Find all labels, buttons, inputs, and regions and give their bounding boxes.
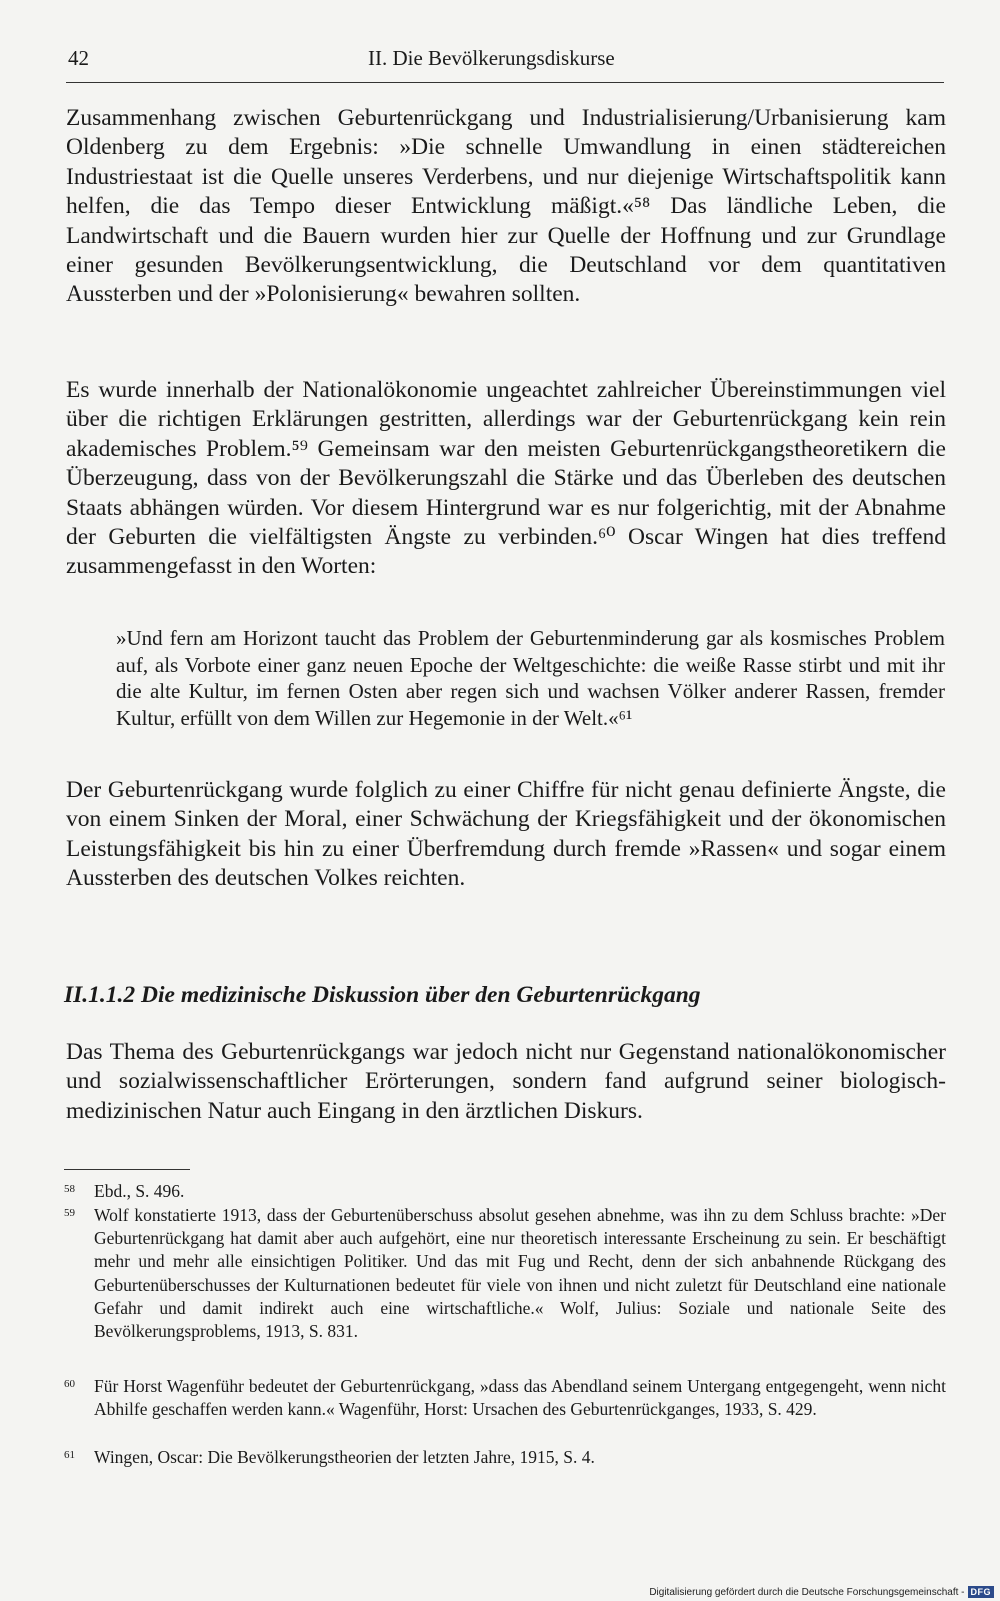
header-rule bbox=[66, 82, 944, 83]
footnote-rule bbox=[64, 1169, 190, 1170]
dfg-funding-notice bbox=[649, 1586, 994, 1598]
footnote-text: Wingen, Oscar: Die Bevölkerungstheorien der letzten Jahre, 1915, S. 4. bbox=[94, 1447, 595, 1467]
paragraph-3: Der Geburtenrückgang wurde folglich zu einer Chiffre für nicht genau definierte Ängste, die von einem Sinken der Moral, einer Schwächung der Kriegsfähigkeit und der ökonomischen Leistungsfähigkeit bis hin zu einer Überfremdung durch fremde »Rassen« und sogar einem Aussterben des deutschen Volkes reichten. bbox=[66, 777, 946, 892]
footnote-59 bbox=[64, 1204, 946, 1343]
paragraph-4: Das Thema des Geburtenrückgangs war jedoch nicht nur Gegenstand nationalökonomischer und sozialwissenschaftlicher Erörterungen, sondern fand aufgrund seiner biologisch-medizinischen Natur auch Eingang in den ärztlichen Diskurs. bbox=[66, 1039, 946, 1124]
paragraph-2: Es wurde innerhalb der Nationalökonomie ungeachtet zahlreicher Übereinstimmungen viel über die richtigen Erklärungen gestritten, allerdings war der Geburtenrückgang kein rein akademisches Problem.⁵⁹ Gemeinsam war den meisten Geburtenrückgangstheoretikern die Überzeugung, dass von der Bevölkerungszahl die Stärke und das Überleben des deutschen Staats abhängen würden. Vor diesem Hintergrund war es nur folgerichtig, mit der Abnahme der Geburten die vielfältigsten Ängste zu verbinden.⁶⁰ Oscar Wingen hat dies treffend zusammengefasst in den Worten: bbox=[66, 377, 946, 580]
footnote-number: 61 bbox=[64, 1449, 75, 1461]
footnote-60 bbox=[64, 1375, 946, 1421]
footnote-number: 60 bbox=[64, 1378, 75, 1390]
paragraph-1: Zusammenhang zwischen Geburtenrückgang und Industrialisierung/Urbanisierung kam Oldenberg zu dem Ergebnis: »Die schnelle Umwandlung in einen städtereichen Industriestaat ist die Quelle unseres Verderbens, und nur diejenige Wirtschaftspolitik kann helfen, die das Tempo dieser Entwicklung mäßigt.«⁵⁸ Das ländliche Leben, die Landwirtschaft und die Bauern wurden hier zur Quelle der Hoffnung und zur Grundlage einer gesunden Bevölkerungsentwicklung, die Deutschland vor dem quantitativen Aussterben und der »Polonisierung« bewahren sollten. bbox=[66, 105, 946, 308]
footnote-text: Wolf konstatierte 1913, dass der Geburtenüberschuss absolut gesehen abnehme, was ihn zu dem Schluss brachte: »Der Geburtenrückgang hat damit aber auch aufgehört, eine nur theoretisch interessante Erscheinung zu sein. Er beschäftigt mehr und mehr alle einsichtigen Politiker. Und das mit Fug und Recht, denn der sich anbahnende Rückgang des Geburtenüberschusses der Kulturnationen bedeutet für viele von ihnen und nicht zuletzt für Deutschland eine nationale Gefahr und damit indirekt auch eine wirtschaftliche.« Wolf, Julius: Soziale und nationale Seite des Bevölkerungsproblems, 1913, S. 831. bbox=[94, 1205, 946, 1342]
page-number: 42 bbox=[68, 46, 89, 70]
footnote-61 bbox=[64, 1446, 946, 1469]
footnote-number: 59 bbox=[64, 1207, 75, 1219]
dfg-logo-icon: DFG bbox=[968, 1586, 995, 1598]
footnote-text: Ebd., S. 496. bbox=[94, 1181, 185, 1201]
page-header bbox=[68, 46, 944, 76]
footnote-text: Für Horst Wagenführ bedeutet der Geburtenrückgang, »dass das Abendland seinem Untergang entgegengeht, wenn nicht Abhilfe geschaffen werden kann.« Wagenführ, Horst: Ursachen des Geburtenrückganges, 1933, S. 429. bbox=[94, 1376, 946, 1420]
funding-text: Digitalisierung gefördert durch die Deutsche Forschungsgemeinschaft - bbox=[649, 1586, 965, 1598]
section-heading: II.1.1.2 Die medizinische Diskussion über den Geburtenrückgang bbox=[64, 982, 701, 1008]
block-quote: »Und fern am Horizont taucht das Problem der Geburtenminderung gar als kosmisches Problem auf, als Vorbote einer ganz neuen Epoche der Weltgeschichte: die weiße Rasse stirbt und mit ihr die alte Kultur, im fernen Osten aber regen sich und wachsen Völker anderer Rassen, fremder Kultur, erfüllt von dem Willen zur Hegemonie in der Welt.«⁶¹ bbox=[116, 626, 945, 730]
running-title: II. Die Bevölkerungsdiskurse bbox=[368, 46, 615, 70]
footnote-number: 58 bbox=[64, 1183, 75, 1195]
footnote-58 bbox=[64, 1180, 946, 1203]
